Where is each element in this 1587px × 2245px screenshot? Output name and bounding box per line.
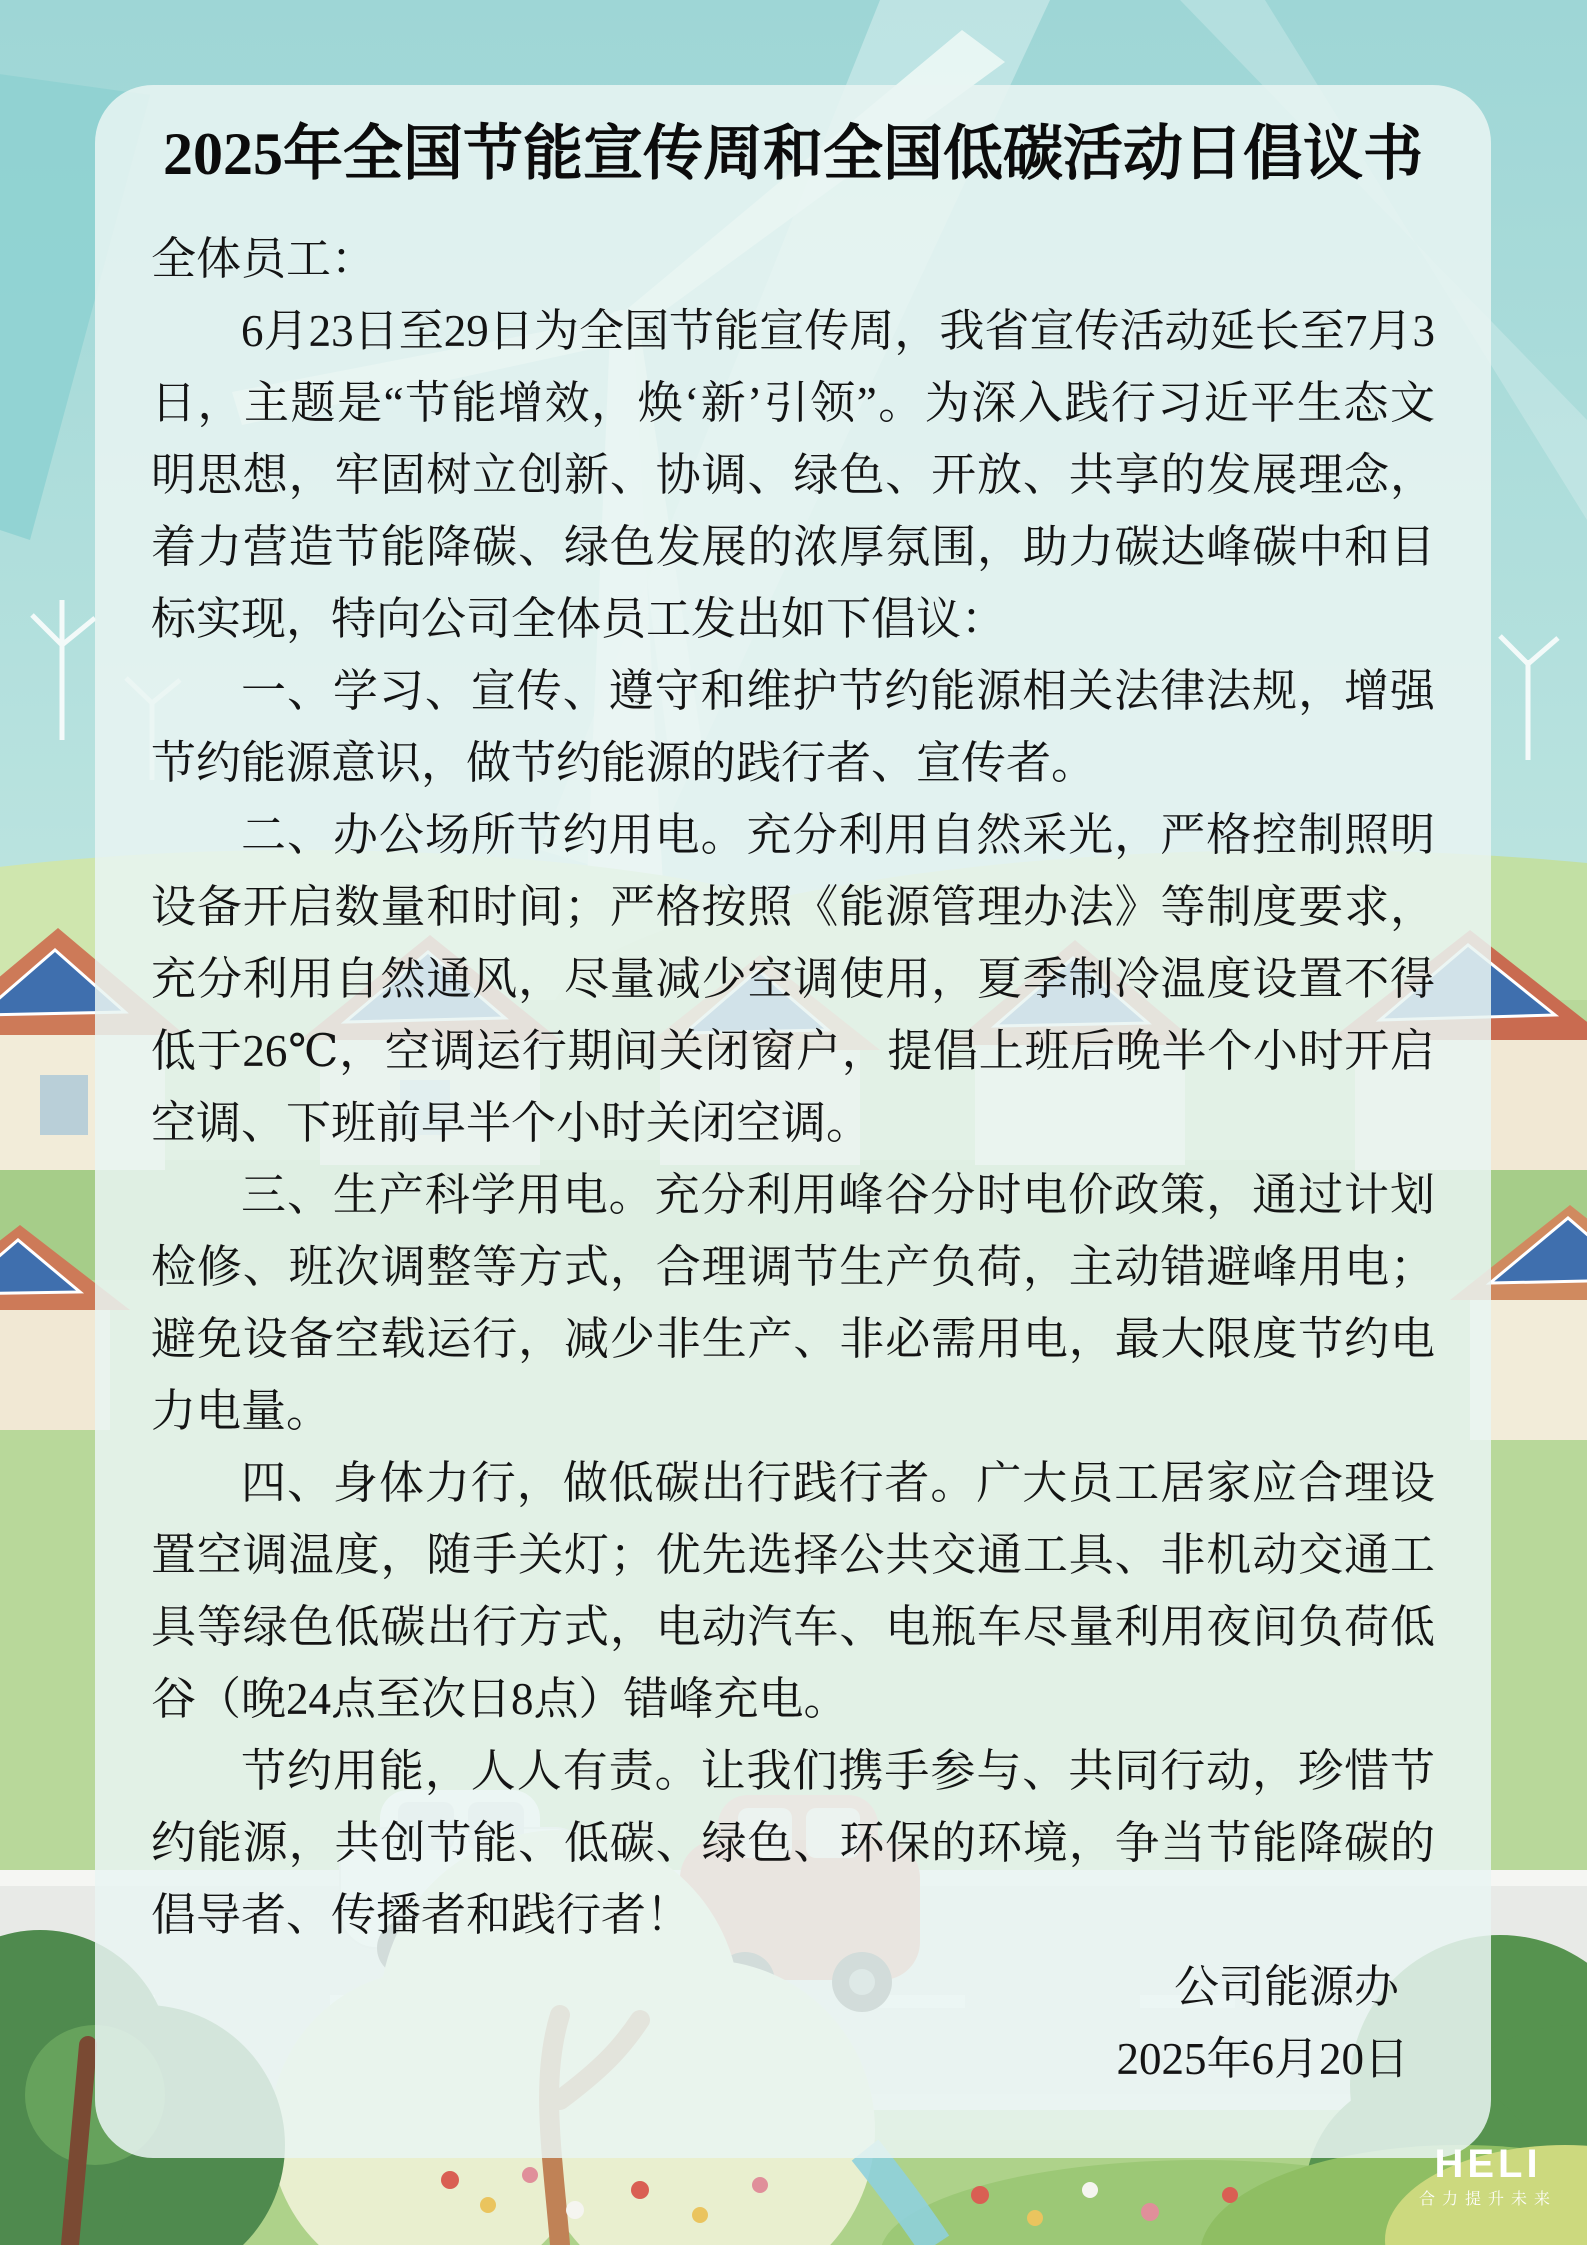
paragraph-closing: 节约用能，人人有责。让我们携手参与、共同行动，珍惜节约能源，共创节能、低碳、绿色、环保的环境，争当节能降碳的倡导者、传播者和践行者！ — [151, 1746, 1435, 1940]
salutation: 全体员工： — [151, 234, 377, 284]
heli-logo-tagline: 合力提升未来 — [1418, 2191, 1557, 2208]
heli-logo — [1402, 2142, 1574, 2210]
document-title: 2025年全国节能宣传周和全国低碳活动日倡议书 — [163, 121, 1423, 187]
paragraph-intro: 6月23日至29日为全国节能宣传周，我省宣传活动延长至7月3日，主题是“节能增效，焕‘新’引领”。为深入践行习近平生态文明思想，牢固树立创新、协调、绿色、开放、共享的发展理念，着力营造节能降碳、绿色发展的浓厚氛围，助力碳达峰碳中和目标实现，特向公司全体员工发出如下倡议： — [151, 306, 1435, 644]
paragraph-item-3: 三、生产科学用电。充分利用峰谷分时电价政策，通过计划检修、班次调整等方式，合理调节生产负荷，主动错避峰用电；避免设备空载运行，减少非生产、非必需用电，最大限度节约电力电量。 — [151, 1170, 1435, 1436]
paragraph-item-2: 二、办公场所节约用电。充分利用自然采光，严格控制照明设备开启数量和时间；严格按照《能源管理办法》等制度要求，充分利用自然通风，尽量减少空调使用，夏季制冷温度设置不得低于26℃，空调运行期间关闭窗户，提倡上班后晚半个小时开启空调、下班前早半个小时关闭空调。 — [151, 810, 1435, 1148]
signature: 公司能源办 — [1173, 1962, 1399, 2012]
paragraph-item-1: 一、学习、宣传、遵守和维护节约能源相关法律法规，增强节约能源意识，做节约能源的践行者、宣传者。 — [151, 666, 1435, 788]
date: 2025年6月20日 — [1116, 2034, 1409, 2084]
document-body — [151, 223, 1435, 2095]
heli-logo-text: HELI — [1434, 2142, 1542, 2186]
paragraph-item-4: 四、身体力行，做低碳出行践行者。广大员工居家应合理设置空调温度，随手关灯；优先选择公共交通工具、非机动交通工具等绿色低碳出行方式，电动汽车、电瓶车尽量利用夜间负荷低谷（晚24点至次日8点）错峰充电。 — [151, 1458, 1435, 1724]
content-card — [95, 85, 1491, 2158]
